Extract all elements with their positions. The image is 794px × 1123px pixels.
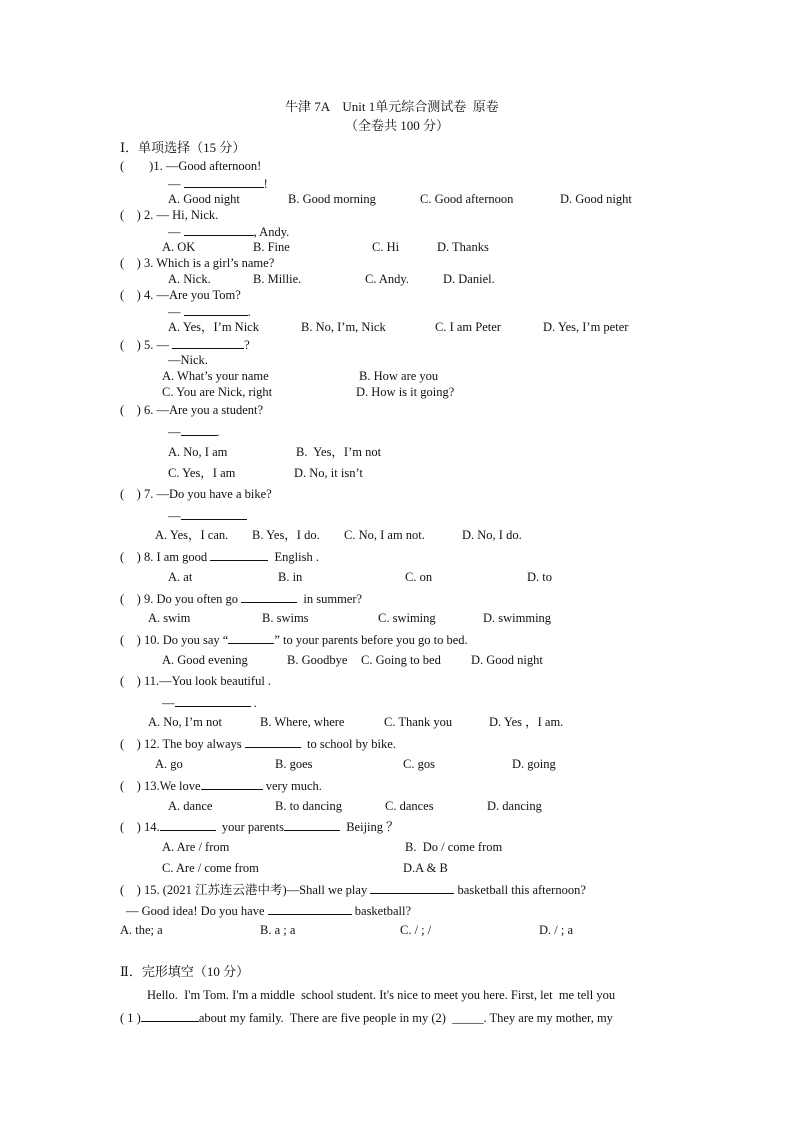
q2-option-b: B. Fine — [253, 240, 290, 254]
q14-option-c: C. Are / come from — [162, 861, 259, 875]
q10-option-b: B. Goodbye — [287, 653, 348, 667]
q7-option-b: B. Yes，I do. — [252, 528, 320, 542]
q13-option-d: D. dancing — [487, 799, 542, 813]
q7-response: — — [168, 507, 247, 524]
q5-stem: ( ) 5. — ? — [120, 338, 250, 352]
answer-blank — [210, 548, 268, 561]
q9-stem: ( ) 9. Do you often go in summer? — [120, 592, 363, 606]
q3-option-a: A. Nick. — [168, 272, 211, 286]
q15-option-a: A. the; a — [120, 923, 163, 937]
q7-option-d: D. No, I do. — [462, 528, 522, 542]
q6-option-c: C. Yes，I am — [168, 466, 236, 480]
answer-blank — [284, 818, 340, 831]
q9-option-c: C. swiming — [378, 611, 436, 625]
answer-blank — [201, 777, 263, 790]
q8-option-a: A. at — [168, 570, 193, 584]
q13-option-c: C. dances — [385, 799, 434, 813]
answer-blank — [245, 735, 301, 748]
q11-option-b: B. Where, where — [260, 715, 345, 729]
answer-blank — [181, 423, 217, 436]
q8-option-c: C. on — [405, 570, 433, 584]
q8-option-b: B. in — [278, 570, 303, 584]
q3-option-c: C. Andy. — [365, 272, 409, 286]
q11-stem: ( ) 11.—You look beautiful . — [120, 674, 272, 688]
q6-option-a: A. No, I am — [168, 445, 228, 459]
q7-option-a: A. Yes，I can. — [155, 528, 229, 542]
answer-blank — [160, 818, 216, 831]
q2-response: — , Andy. — [168, 225, 290, 239]
page-title: 牛津 7A Unit 1单元综合测试卷 原卷 — [285, 99, 499, 114]
q10-stem: ( ) 10. Do you say “ ” to your parents before you go to bed. — [120, 633, 468, 647]
q14-option-d: D.A & B — [403, 861, 448, 875]
q7-option-c: C. No, I am not. — [344, 528, 425, 542]
q1-stem: ( )1. —Good afternoon! — [120, 159, 262, 173]
answer-blank — [184, 175, 264, 188]
answer-blank — [184, 303, 248, 316]
q10-option-c: C. Going to bed — [361, 653, 441, 667]
q11-response: — . — [162, 696, 257, 710]
q11-option-c: C. Thank you — [384, 715, 453, 729]
q14-option-b: B. Do / come from — [405, 840, 503, 854]
page-subtitle: （全卷共 100 分） — [345, 118, 450, 133]
q15-option-b: B. a ; a — [260, 923, 296, 937]
q1-option-c: C. Good afternoon — [420, 192, 514, 206]
section-1-heading: Ⅰ．单项选择（15 分） — [120, 140, 246, 155]
answer-blank — [184, 223, 254, 236]
q5-option-d: D. How is it going? — [356, 385, 455, 399]
q11-option-a: A. No, I’m not — [148, 715, 222, 729]
q1-option-b: B. Good morning — [288, 192, 376, 206]
q12-option-d: D. going — [512, 757, 556, 771]
q3-option-d: D. Daniel. — [443, 272, 495, 286]
q11-option-d: D. Yes ，I am. — [489, 715, 564, 729]
q6-option-b: B. Yes，I’m not — [296, 445, 382, 459]
q3-option-b: B. Millie. — [253, 272, 302, 286]
q10-option-d: D. Good night — [471, 653, 543, 667]
answer-blank — [228, 631, 274, 644]
q2-option-c: C. Hi — [372, 240, 400, 254]
q13-option-a: A. dance — [168, 799, 213, 813]
q4-option-c: C. I am Peter — [435, 320, 501, 334]
q4-stem: ( ) 4. —Are you Tom? — [120, 288, 241, 302]
q2-option-d: D. Thanks — [437, 240, 489, 254]
q6-stem: ( ) 6. —Are you a student? — [120, 403, 264, 417]
q4-option-a: A. Yes，I’m Nick — [168, 320, 259, 334]
q3-stem: ( ) 3. Which is a girl’s name? — [120, 256, 275, 270]
answer-blank — [175, 694, 251, 707]
q4-option-d: D. Yes, I’m peter — [543, 320, 629, 334]
q12-option-b: B. goes — [275, 757, 313, 771]
q15-stem: ( ) 15. (2021 江苏连云港中考)—Shall we play basketball this afternoon? — [120, 883, 586, 897]
q12-option-a: A. go — [155, 757, 183, 771]
q15-option-d: D. / ; a — [539, 923, 574, 937]
passage-line-1: Hello. I'm Tom. I'm a middle school student. It's nice to meet you here. First, let me tell you — [147, 988, 616, 1002]
q1-response: — ! — [168, 177, 268, 191]
q5-option-c: C. You are Nick, right — [162, 385, 273, 399]
q8-stem: ( ) 8. I am good English . — [120, 550, 319, 564]
q6-option-d: D. No, it isn’t — [294, 466, 363, 480]
q13-option-b: B. to dancing — [275, 799, 343, 813]
q2-option-a: A. OK — [162, 240, 196, 254]
q14-stem: ( ) 14. your parents Beijing ？ — [120, 820, 399, 834]
q9-option-a: A. swim — [148, 611, 191, 625]
q12-stem: ( ) 12. The boy always to school by bike. — [120, 737, 396, 751]
answer-blank — [141, 1009, 199, 1022]
q15-option-c: C. / ; / — [400, 923, 432, 937]
answer-blank — [181, 507, 247, 520]
q5-option-a: A. What’s your name — [162, 369, 269, 383]
q4-response: — . — [168, 305, 251, 319]
section-2-heading: Ⅱ．完形填空（10 分） — [120, 964, 250, 979]
q14-option-a: A. Are / from — [162, 840, 230, 854]
q4-option-b: B. No, I’m, Nick — [301, 320, 386, 334]
passage-line-2: ( 1 ) about my family. There are five people in my (2) _____. They are my mother, my — [120, 1011, 613, 1025]
answer-blank — [268, 902, 352, 915]
q9-option-b: B. swims — [262, 611, 309, 625]
q15-response: — Good idea! Do you have basketball? — [126, 904, 411, 918]
q13-stem: ( ) 13.We love very much. — [120, 779, 322, 793]
q8-option-d: D. to — [527, 570, 552, 584]
q6-response: — . — [168, 425, 220, 439]
q10-option-a: A. Good evening — [162, 653, 248, 667]
q1-option-a: A. Good night — [168, 192, 240, 206]
q2-stem: ( ) 2. — Hi, Nick. — [120, 208, 219, 222]
q12-option-c: C. gos — [403, 757, 435, 771]
q7-stem: ( ) 7. —Do you have a bike? — [120, 487, 272, 501]
q5-option-b: B. How are you — [359, 369, 439, 383]
answer-blank — [172, 336, 244, 349]
answer-blank — [370, 881, 454, 894]
q5-response: —Nick. — [168, 353, 208, 367]
answer-blank — [241, 590, 297, 603]
q1-option-d: D. Good night — [560, 192, 632, 206]
q9-option-d: D. swimming — [483, 611, 552, 625]
